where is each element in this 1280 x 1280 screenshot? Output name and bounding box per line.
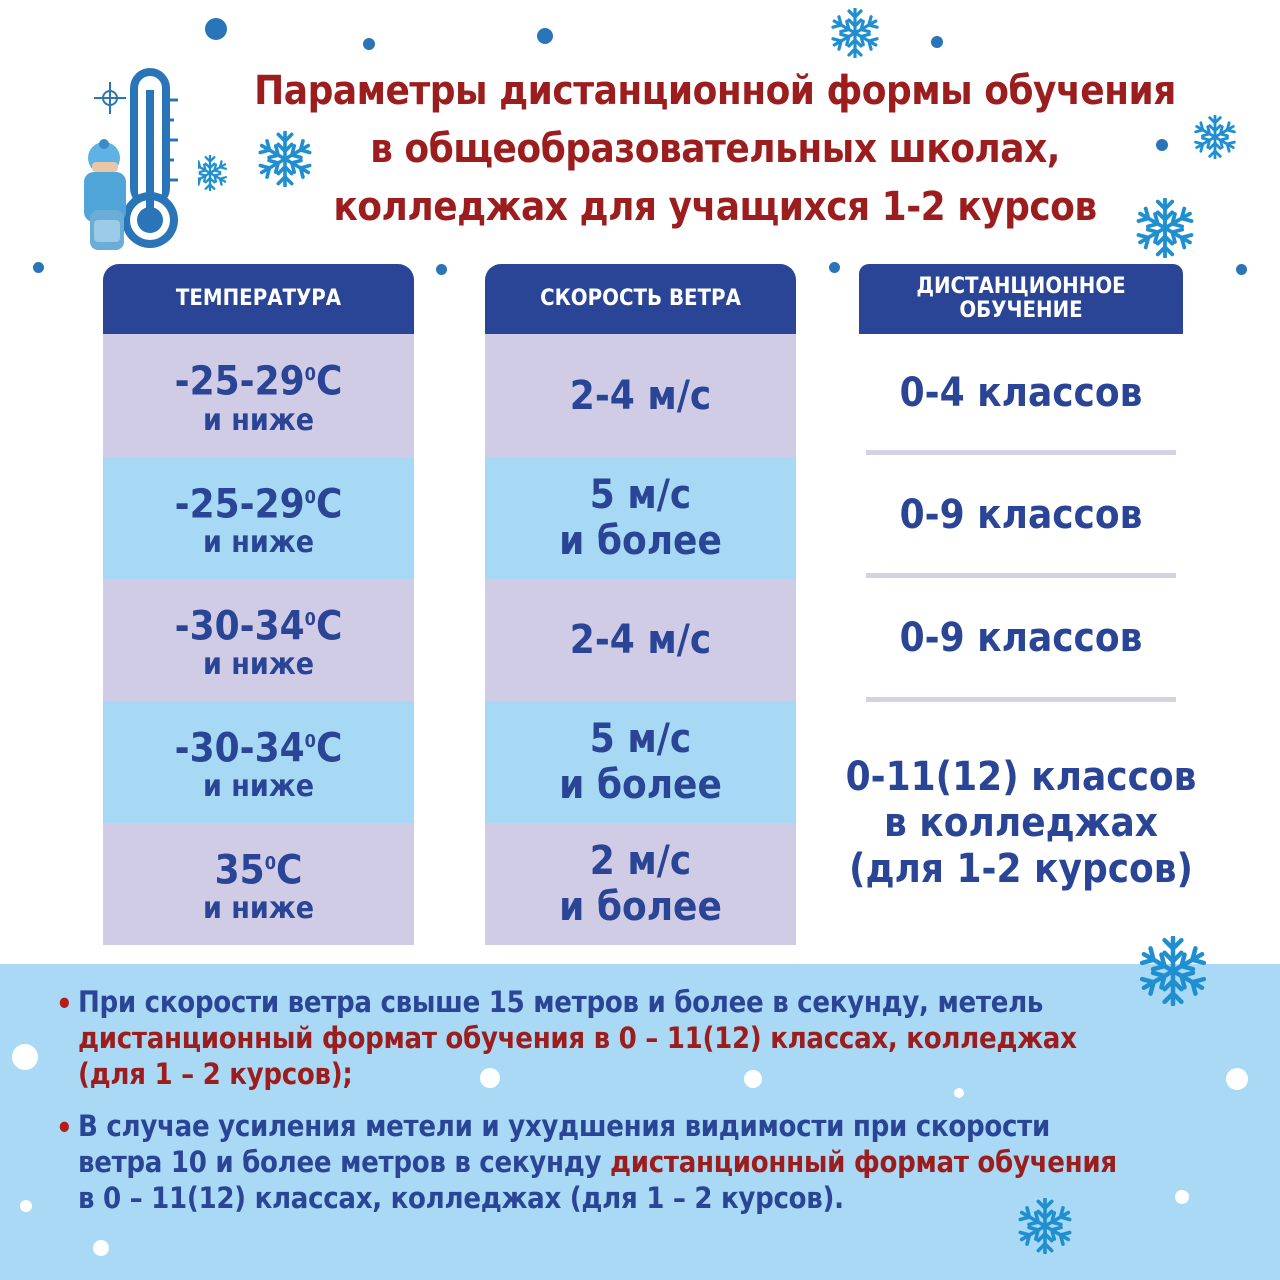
temperature-unit: С — [315, 725, 343, 772]
bullet-marker: • — [56, 987, 73, 1021]
header-remote-label-line1: ДИСТАНЦИОННОЕ — [916, 274, 1126, 299]
note-1 — [56, 984, 1236, 1092]
degree-sign: 0 — [304, 730, 316, 752]
degree-sign: 0 — [264, 852, 276, 874]
decorative-dot — [436, 264, 447, 275]
decorative-dot — [537, 28, 553, 44]
temperature-cell — [103, 701, 414, 823]
temperature-value: -25-29 — [174, 481, 305, 528]
decorative-dot — [33, 262, 44, 273]
snowflake-icon — [830, 8, 880, 58]
row-divider — [866, 573, 1176, 578]
remote-grades: 0-9 классов — [899, 615, 1143, 661]
remote-grades-colleges: в колледжах — [884, 800, 1158, 846]
temperature-qualifier: и ниже — [202, 525, 315, 561]
temperature-unit: С — [315, 481, 343, 528]
wind-cell — [485, 579, 796, 701]
wind-cell — [485, 457, 796, 579]
temperature-cell — [103, 457, 414, 579]
bullet-marker: • — [56, 1111, 73, 1145]
temperature-qualifier: и ниже — [202, 402, 315, 438]
wind-qualifier: и более — [559, 884, 722, 930]
note-1-line2: дистанционный формат обучения в 0 – 11(12) классах, колледжах — [78, 1021, 1077, 1055]
title-line: в общеобразовательных школах, — [370, 126, 1060, 172]
child-in-winter-clothes-icon — [84, 139, 126, 250]
temperature-cell — [103, 823, 414, 945]
temperature-unit: С — [315, 358, 343, 405]
temperature-unit: С — [315, 603, 343, 650]
thermometer-icon — [78, 60, 198, 260]
note-1-line3: (для 1 – 2 курсов); — [78, 1057, 353, 1091]
degree-sign: 0 — [304, 364, 316, 386]
degree-sign: 0 — [304, 608, 316, 630]
wind-cell — [485, 823, 796, 945]
decorative-dot — [931, 36, 943, 48]
remote-learning-cell — [839, 703, 1203, 943]
wind-cell — [485, 701, 796, 823]
note-2-highlight: дистанционный формат обучения — [609, 1145, 1117, 1179]
note-2 — [56, 1108, 1236, 1216]
temperature-value: 35 — [214, 847, 265, 894]
temperature-qualifier: и ниже — [202, 769, 315, 805]
note-2-line3: в 0 – 11(12) классах, колледжах (для 1 – 2 курсов). — [78, 1181, 844, 1215]
decorative-dot — [829, 262, 840, 273]
header-wind-label: СКОРОСТЬ ВЕТРА — [540, 286, 741, 311]
wind-qualifier: и более — [559, 518, 722, 564]
temperature-value: -30-34 — [174, 725, 305, 772]
note-1-line1: При скорости ветра свыше 15 метров и более в секунду, метель — [78, 985, 1044, 1019]
wind-qualifier: и более — [559, 762, 722, 808]
header-remote-learning — [859, 264, 1183, 334]
temperature-value: -25-29 — [174, 358, 305, 405]
header-temperature-label: ТЕМПЕРАТУРА — [175, 286, 342, 311]
temperature-cell — [103, 579, 414, 701]
wind-value: 5 м/с — [589, 716, 692, 762]
temperature-qualifier: и ниже — [202, 891, 315, 927]
remote-grades: 0-9 классов — [899, 492, 1143, 538]
decorative-dot — [205, 18, 227, 40]
row-divider — [866, 697, 1176, 702]
header-temperature — [103, 264, 414, 334]
decorative-dot — [93, 1240, 109, 1256]
wind-cell — [485, 334, 796, 457]
wind-value: 2-4 м/с — [569, 617, 712, 663]
temperature-unit: С — [275, 847, 303, 894]
wind-value: 5 м/с — [589, 472, 692, 518]
remote-grades-courses: (для 1-2 курсов) — [849, 846, 1193, 892]
header-remote-label-line2: ОБУЧЕНИЕ — [959, 298, 1083, 323]
note-2-line1: В случае усиления метели и ухудшения видимости при скорости — [78, 1109, 1050, 1143]
temperature-qualifier: и ниже — [202, 647, 315, 683]
page-title — [190, 62, 1240, 236]
degree-sign: 0 — [304, 486, 316, 508]
row-divider — [866, 450, 1176, 455]
note-2-line2: ветра 10 и более метров в секунду — [78, 1145, 602, 1179]
title-line: колледжах для учащихся 1-2 курсов — [333, 184, 1097, 230]
title-line: Параметры дистанционной формы обучения — [254, 68, 1176, 114]
header-wind-speed — [485, 264, 796, 334]
wind-value: 2-4 м/с — [569, 372, 712, 419]
temperature-value: -30-34 — [174, 603, 305, 650]
remote-grades: 0-11(12) классов — [845, 754, 1197, 800]
decorative-dot — [363, 38, 375, 50]
remote-grades: 0-4 классов — [899, 370, 1143, 416]
wind-value: 2 м/с — [589, 838, 692, 884]
decorative-dot — [12, 1044, 38, 1070]
remote-learning-cell — [859, 334, 1183, 452]
decorative-dot — [1236, 264, 1247, 275]
remote-learning-cell — [859, 456, 1183, 574]
decorative-dot — [20, 1200, 32, 1212]
temperature-cell — [103, 334, 414, 457]
remote-learning-cell — [859, 579, 1183, 697]
